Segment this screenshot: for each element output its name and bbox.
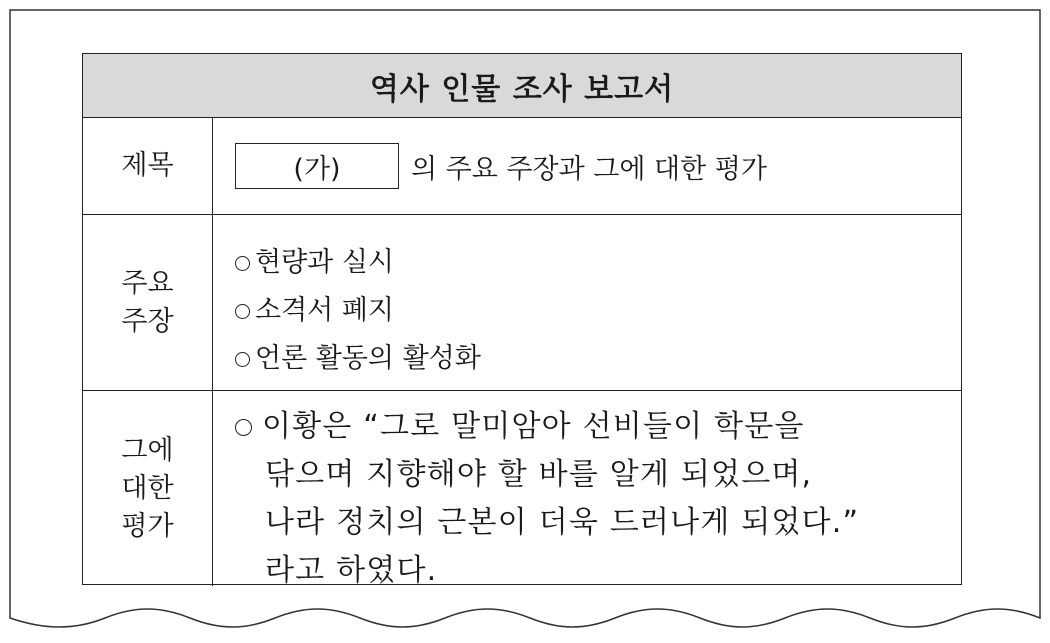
title-row — [83, 118, 961, 215]
title-row-label: 제목 — [83, 118, 213, 214]
title-row-content — [213, 118, 961, 214]
evaluation-row — [83, 391, 961, 586]
circle-bullet-icon — [235, 304, 250, 319]
title-row-text: 의 주요 주장과 그에 대한 평가 — [411, 153, 767, 185]
claim-text: 소격서 폐지 — [255, 295, 394, 326]
evaluation-row-label — [83, 391, 213, 586]
evaluation-label-line: 대한 — [121, 472, 174, 504]
claim-text: 언론 활동의 활성화 — [255, 343, 481, 374]
evaluation-label-line: 그에 — [121, 434, 174, 466]
evaluation-line — [235, 403, 1050, 451]
claim-text: 현량과 실시 — [255, 247, 394, 278]
evaluation-line: 나라 정치의 근본이 더욱 드러나게 되었다.” — [265, 505, 860, 540]
evaluation-text: 이황은 “그로 말미암아 선비들이 학문을 — [262, 409, 805, 444]
list-item — [235, 335, 961, 383]
list-item — [235, 239, 961, 287]
evaluation-line: 라고 하였다. — [265, 553, 438, 588]
report-title: 역사 인물 조사 보고서 — [83, 54, 961, 118]
claims-label-line: 주장 — [121, 305, 174, 337]
evaluation-row-content — [213, 391, 1050, 586]
claims-row-label — [83, 215, 213, 390]
list-item — [235, 287, 961, 335]
circle-bullet-icon — [235, 256, 250, 271]
report-table — [82, 53, 962, 588]
claims-label-line: 주요 — [121, 267, 174, 299]
claims-list — [235, 215, 961, 383]
evaluation-label-line: 평가 — [121, 510, 174, 542]
evaluation-line: 닦으며 지향해야 할 바를 알게 되었으며, — [265, 457, 813, 492]
claims-row — [83, 215, 961, 391]
claims-row-content — [213, 215, 961, 390]
circle-bullet-icon — [235, 352, 250, 367]
circle-bullet-icon — [235, 419, 252, 436]
blank-box-ga: (가) — [235, 143, 399, 189]
